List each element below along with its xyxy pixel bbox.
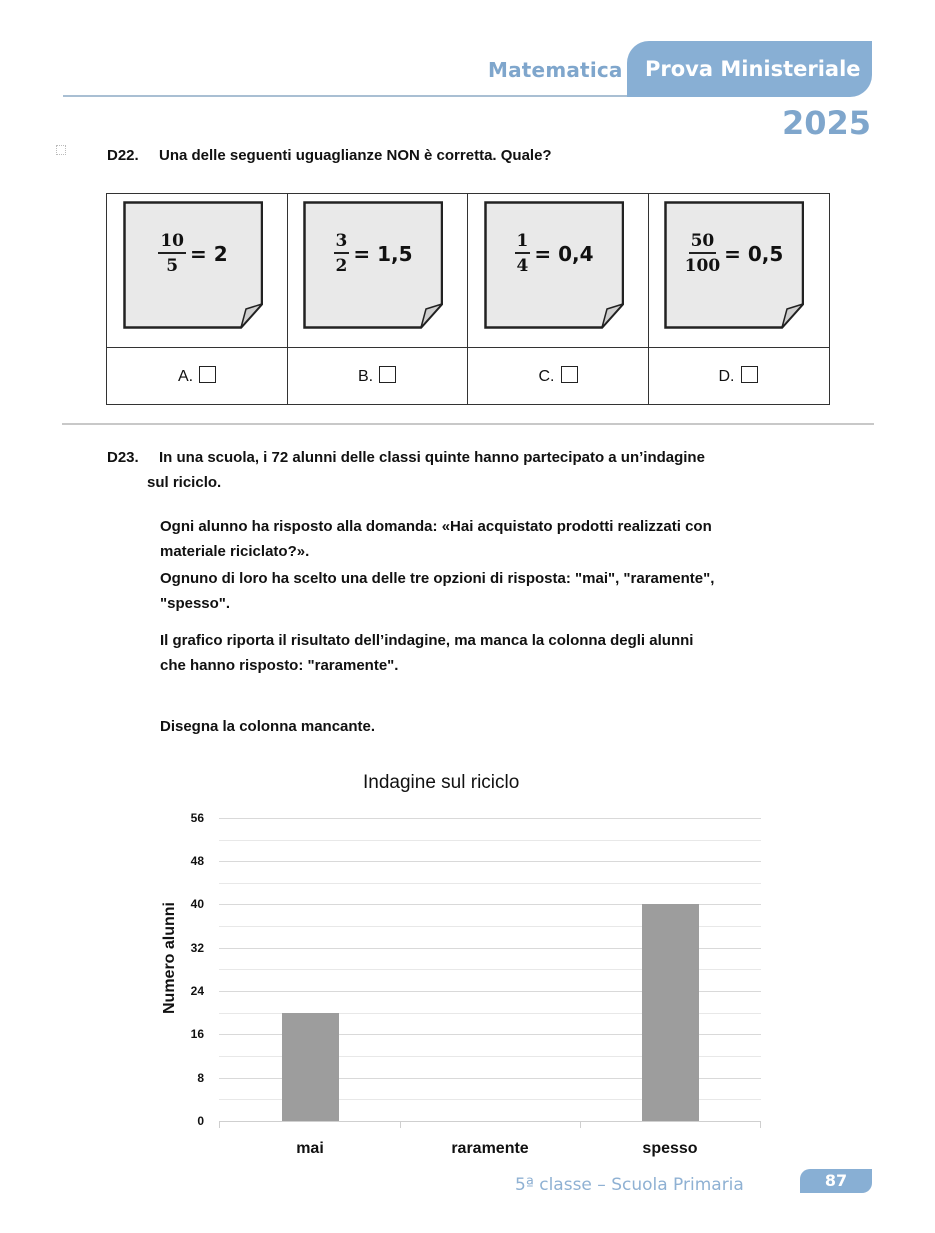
y-tick-label: 16 (190, 1027, 204, 1041)
checkbox-b[interactable] (379, 366, 396, 383)
equation-c: $\frac{1}{4}$ = 0,4 (516, 231, 594, 276)
d22-text: Una delle seguenti uguaglianze NON è corretta. Quale? (159, 147, 552, 164)
equation-b: $\frac{3}{2}$ = 1,5 (335, 231, 413, 276)
x-axis-tick (219, 1121, 220, 1128)
option-d[interactable]: D. (648, 366, 828, 386)
d23-intro-line2: sul riciclo. (147, 474, 222, 491)
x-axis-tick (400, 1121, 401, 1128)
x-axis (219, 1121, 761, 1122)
d22-options-table (106, 193, 830, 405)
y-tick-label: 24 (190, 984, 204, 998)
y-tick-label: 40 (190, 897, 204, 911)
header-rule (63, 95, 630, 97)
year-label: 2025 (781, 104, 871, 142)
equation-d: $\frac{50}{100}$ = 0,5 (684, 231, 784, 276)
option-a[interactable]: A. (107, 366, 287, 386)
option-c[interactable]: C. (468, 366, 648, 386)
gridline-44 (219, 883, 761, 884)
x-label-raramente: raramente (451, 1140, 529, 1157)
d23-paragraph-2: Ognuno di loro ha scelto una delle tre opzioni di risposta: "mai", "raramente", "spesso". (160, 570, 715, 612)
option-b-cell (287, 194, 468, 404)
d22-question (107, 147, 552, 164)
series-title: Prova Ministeriale (645, 57, 861, 81)
x-axis-tick (760, 1121, 761, 1128)
equation-a: $\frac{10}{5}$ = 2 (160, 231, 228, 276)
checkbox-c[interactable] (561, 366, 578, 383)
y-tick-label: 8 (197, 1071, 204, 1085)
y-tick-label: 32 (190, 941, 204, 955)
x-label-mai: mai (296, 1140, 324, 1157)
d23-intro-line1: In una scuola, i 72 alunni delle classi quinte hanno partecipato a un’indagine (159, 449, 705, 466)
subject-title: Matematica (488, 58, 623, 82)
option-d-cell (648, 194, 828, 404)
page-number: 87 (800, 1169, 872, 1193)
d23-number: D23. (107, 449, 139, 466)
bar-mai (282, 1013, 339, 1121)
scan-mark (56, 145, 66, 155)
bar-spesso (642, 904, 699, 1121)
gridline-52 (219, 840, 761, 841)
x-label-spesso: spesso (642, 1140, 698, 1157)
d23-paragraph-1: Ogni alunno ha risposto alla domanda: «Hai acquistato prodotti realizzati con materiale riciclato?». (160, 518, 712, 560)
x-axis-tick (580, 1121, 581, 1128)
d23-paragraph-3: Il grafico riporta il risultato dell’indagine, ma manca la colonna degli alunni che hanno risposto: "raramente". (160, 632, 694, 674)
d23-instruction: Disegna la colonna mancante. (160, 718, 376, 735)
checkbox-d[interactable] (741, 366, 758, 383)
checkbox-a[interactable] (199, 366, 216, 383)
d23-question (107, 449, 705, 466)
y-tick-label: 56 (190, 811, 204, 825)
option-a-cell (107, 194, 288, 404)
section-separator (62, 423, 874, 425)
chart-title: Indagine sul riciclo (363, 772, 520, 793)
y-tick-label: 0 (197, 1114, 204, 1128)
y-tick-label: 48 (190, 854, 204, 868)
y-axis-title: Numero alunni (161, 901, 178, 1015)
option-c-cell (468, 194, 649, 404)
footer-grade: 5ª classe – Scuola Primaria (515, 1175, 744, 1195)
option-b[interactable]: B. (287, 366, 467, 386)
d22-number: D22. (107, 147, 139, 164)
gridline-48 (219, 861, 761, 862)
gridline-56 (219, 818, 761, 819)
